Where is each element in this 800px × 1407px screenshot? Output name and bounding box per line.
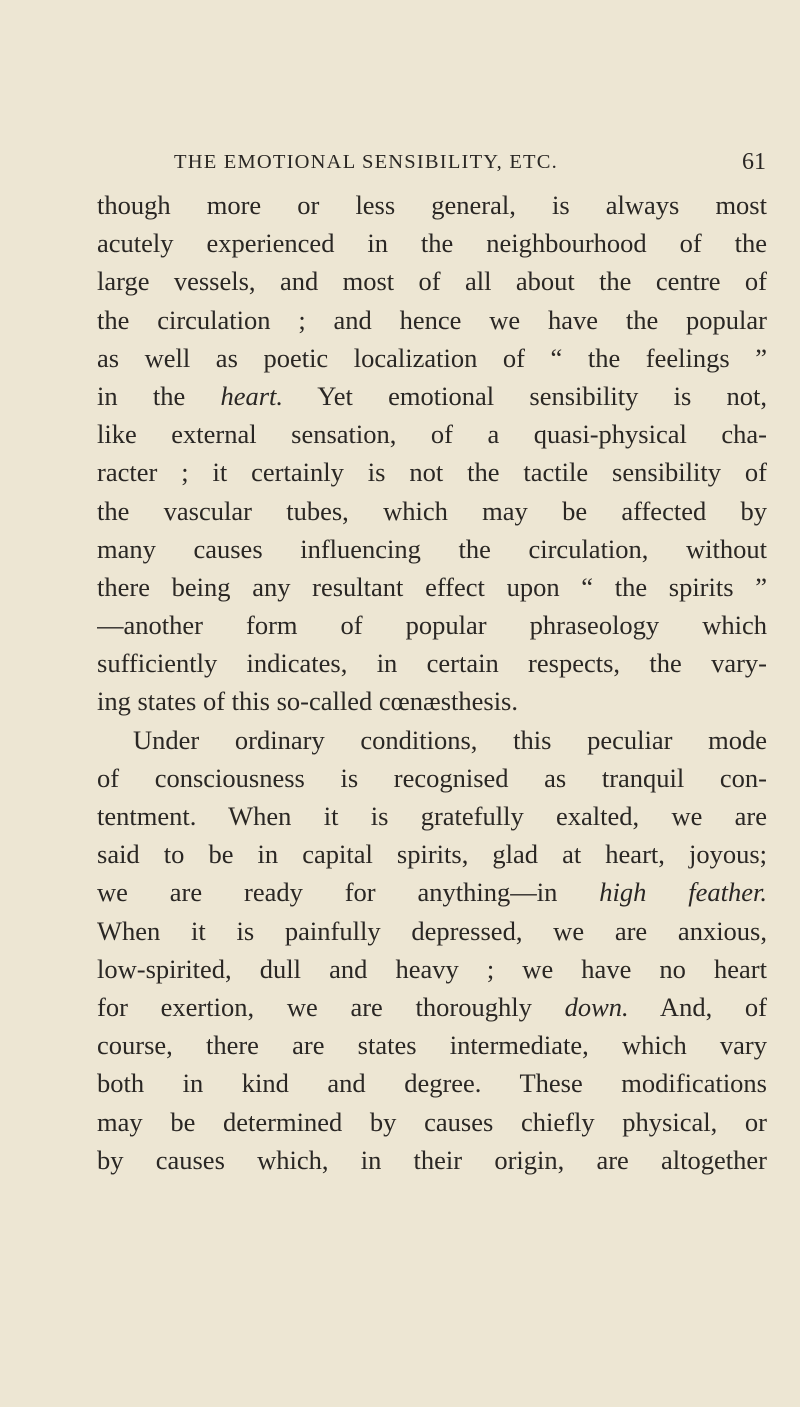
running-head (174, 147, 766, 177)
text-line: large vessels, and most of all about the centre of (97, 266, 767, 297)
text-line: of consciousness is recognised as tranquil con- (97, 762, 767, 793)
text-line: by causes which, in their origin, are altogether (97, 1144, 767, 1175)
text-line (97, 873, 767, 911)
text-line: sufficiently indicates, in certain respects, the vary- (97, 648, 767, 679)
text-line: as well as poetic localization of “ the feelings ” (97, 342, 767, 373)
text-line: though more or less general, is always most (97, 190, 767, 220)
text-line: —another form of popular phraseology which (97, 610, 767, 641)
text-line: like external sensation, of a quasi-physical cha- (97, 419, 767, 450)
text-line: the vascular tubes, which may be affected by (97, 495, 767, 526)
italic-run: heart. (220, 380, 284, 411)
text-line: racter ; it certainly is not the tactile sensibility of (97, 457, 767, 488)
text-line: both in kind and degree. These modifications (97, 1068, 767, 1099)
text-run: And, of (628, 991, 767, 1022)
text-line: tentment. When it is gratefully exalted, we are (97, 801, 767, 831)
text-line: low-spirited, dull and heavy ; we have no heart (97, 953, 767, 984)
text-line: acutely experienced in the neighbourhood of the (97, 228, 767, 259)
text-line: there being any resultant effect upon “ the spirits ” (97, 571, 767, 602)
text-line: course, there are states intermediate, which vary (97, 1030, 767, 1061)
text-run: in the (97, 380, 221, 411)
text-run: Yet emotional sensibility is not, (283, 380, 767, 411)
text-line (97, 988, 767, 1026)
body-text (97, 186, 767, 1179)
italic-run: high feather. (599, 877, 767, 908)
text-line: many causes influencing the circulation, without (97, 533, 767, 564)
text-run: we are ready for anything—in (97, 877, 600, 908)
paragraph-end-line: ing states of this so-called cœnæsthesis. (97, 686, 518, 717)
page-number: 61 (742, 149, 766, 175)
paragraph-start-line: Under ordinary conditions, this peculiar mode (133, 724, 767, 755)
text-line: the circulation ; and hence we have the popular (97, 304, 767, 335)
text-line (97, 377, 767, 415)
text-line: may be determined by causes chiefly physical, or (97, 1106, 767, 1137)
text-line: said to be in capital spirits, glad at heart, joyous; (97, 839, 767, 870)
text-run: for exertion, we are thoroughly (97, 991, 565, 1022)
italic-run: down. (564, 991, 629, 1022)
text-line: When it is painfully depressed, we are anxious, (97, 915, 767, 946)
running-title: THE EMOTIONAL SENSIBILITY, ETC. (174, 151, 558, 173)
